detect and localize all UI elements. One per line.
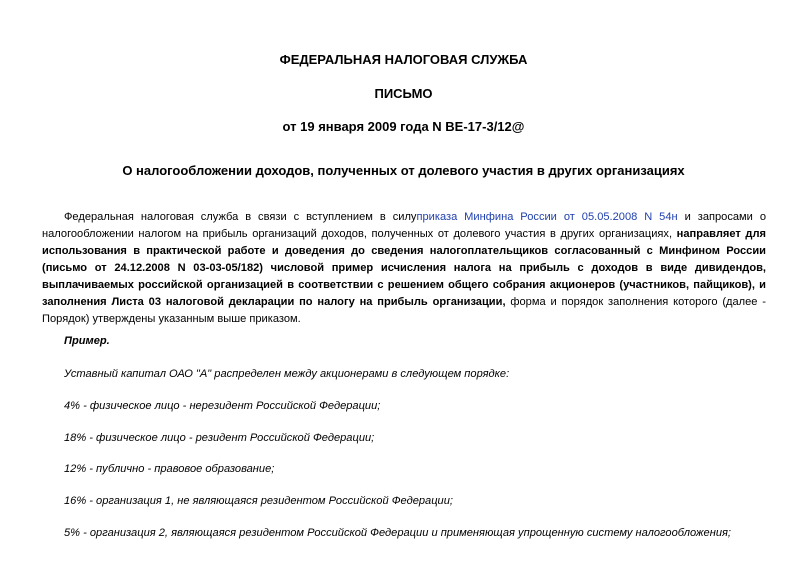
example-line: 4% - физическое лицо - нерезидент Российской Федерации; <box>64 400 381 412</box>
body-text-part1: Федеральная налоговая служба в связи с вступлением в силу <box>64 211 417 223</box>
body-text-part3: форма и порядок заполнения которого (далее - Порядок) утверждены указанным выше приказом. <box>42 296 766 325</box>
document-subject: О налогообложении доходов, полученных от долевого участия в других организациях <box>122 163 685 178</box>
agency-name: ФЕДЕРАЛЬНАЯ НАЛОГОВАЯ СЛУЖБА <box>279 52 528 67</box>
example-line: Уставный капитал ОАО "А" распределен между акционерами в следующем порядке: <box>64 368 510 380</box>
body-paragraph <box>42 209 766 328</box>
order-link[interactable]: приказа Минфина России от 05.05.2008 N 54н <box>416 211 678 223</box>
example-title: Пример. <box>64 335 110 347</box>
document-type: ПИСЬМО <box>374 86 433 101</box>
body-text-part2: и запросами о налогообложении налогом на прибыль организаций доходов, полученных от долевого участия в других организациях, <box>42 211 766 240</box>
example-line: 16% - организация 1, не являющаяся резидентом Российской Федерации; <box>64 495 453 507</box>
example-line: 18% - физическое лицо - резидент Российской Федерации; <box>64 432 375 444</box>
document-date-number: от 19 января 2009 года N ВЕ-17-3/12@ <box>282 119 525 134</box>
body-text-bold: направляет для использования в практической работе и доведения до сведения налогоплательщиков согласованный с Минфином России (письмо от 24.12.2008 N 03-03-05/182) числовой пример исчисления налога на прибыль с доходов в виде дивидендов, выплачиваемых российской организацией в соответствии с решением общего собрания акционеров (участников, пайщиков), и заполнения Листа 03 налоговой декларации по налогу на прибыль организации, <box>42 228 766 308</box>
example-line: 5% - организация 2, являющаяся резидентом Российской Федерации и применяющая упрощенную систему налогообложения; <box>64 527 732 539</box>
example-line: 12% - публично - правовое образование; <box>64 463 275 475</box>
